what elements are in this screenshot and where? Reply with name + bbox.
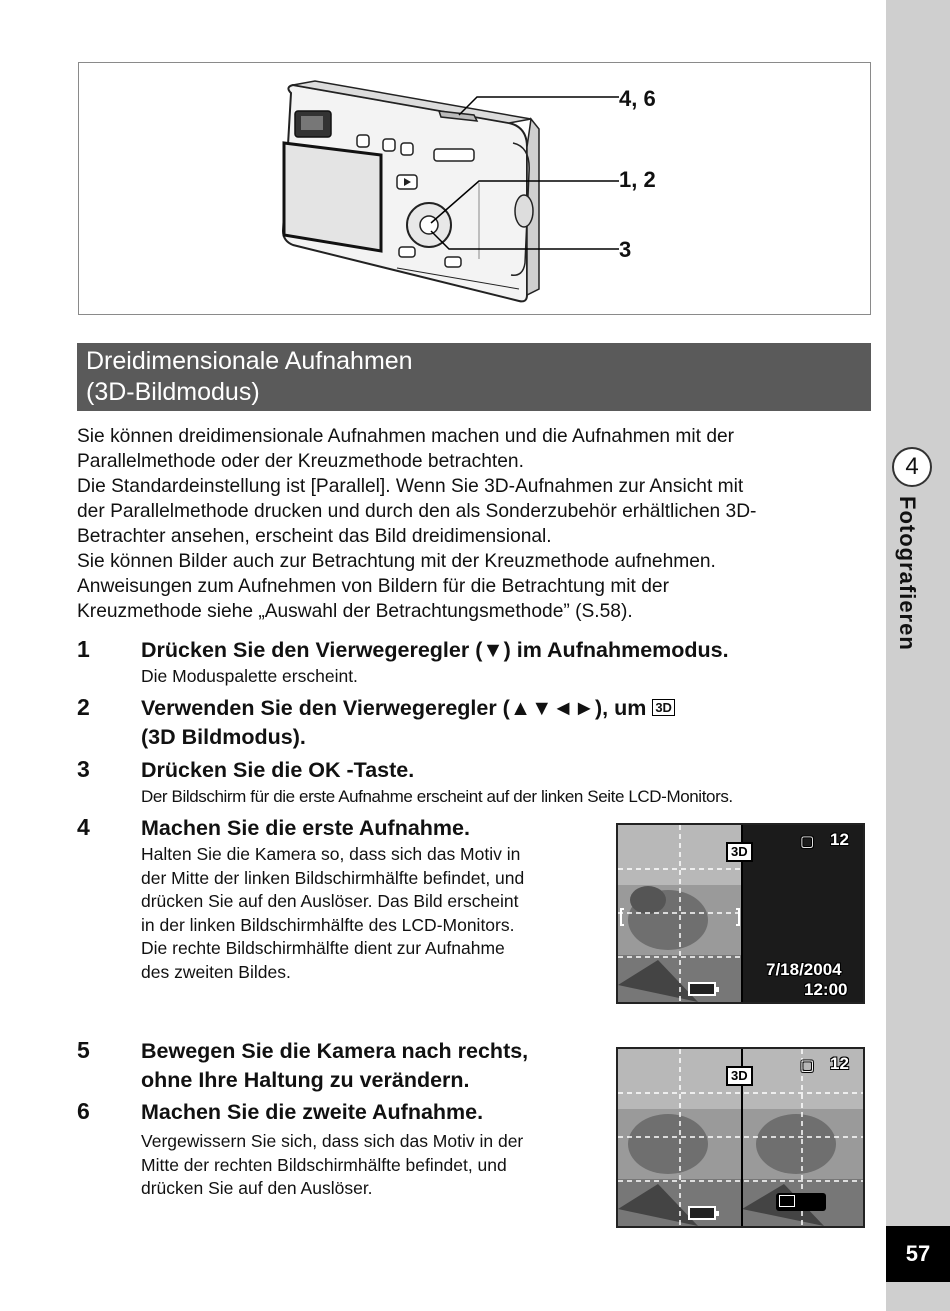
shots-remaining: 12: [830, 830, 849, 849]
step-number: 1: [77, 636, 90, 662]
section-heading-line: Dreidimensionale Aufnahmen: [86, 347, 413, 375]
lcd-screen-first-shot: [616, 823, 865, 1004]
lcd-3d-mode-badge: 3D: [726, 842, 753, 862]
step-title: [141, 756, 414, 785]
step-title: [141, 1098, 483, 1127]
intro-line: Sie können Bilder auch zur Betrachtung mit der Kreuzmethode aufnehmen.: [77, 551, 716, 572]
step-description-line: Die rechte Bildschirmhälfte dient zur Aufnahme: [141, 938, 505, 958]
step-title-line: ohne Ihre Haltung zu verändern.: [141, 1068, 470, 1092]
chapter-title: Fotografieren: [895, 496, 920, 651]
step-number: 5: [77, 1037, 90, 1063]
intro-line: Kreuzmethode siehe „Auswahl der Betrachtungsmethode” (S.58).: [77, 601, 633, 622]
lcd-time: 12:00: [804, 980, 848, 999]
lcd-date: 7/18/2004: [766, 960, 842, 979]
shots-remaining: 12: [830, 1054, 849, 1073]
step-number: 6: [77, 1098, 90, 1124]
intro-line: Parallelmethode oder der Kreuzmethode betrachten.: [77, 451, 524, 472]
step-title: [141, 1037, 528, 1095]
3d-mode-icon: 3D: [652, 699, 675, 716]
intro-line: Betrachter ansehen, erscheint das Bild dreidimensional.: [77, 526, 552, 547]
intro-paragraph: [77, 424, 877, 624]
step-description-line: des zweiten Bildes.: [141, 961, 291, 982]
callout-label-1-2: 1, 2: [619, 167, 656, 192]
right-shift-indicator-icon: [776, 1193, 826, 1211]
step-title-line: Machen Sie die zweite Aufnahme.: [141, 1100, 484, 1124]
intro-line: Sie können dreidimensionale Aufnahmen machen und die Aufnahmen mit der: [77, 426, 735, 447]
step-title: [141, 636, 729, 665]
step-title: [141, 814, 470, 843]
step-description-line: Vergewissern Sie sich, dass sich das Motiv in der: [141, 1131, 524, 1151]
camera-figure: [78, 62, 871, 315]
battery-icon: [688, 1206, 716, 1220]
callout-label-4-6: 4, 6: [619, 86, 656, 111]
intro-line: Anweisungen zum Aufnehmen von Bildern für die Betrachtung mit der: [77, 576, 669, 597]
step-description-line: Halten Sie die Kamera so, dass sich das Motiv in: [141, 844, 521, 864]
section-heading-line: (3D-Bildmodus): [86, 378, 260, 406]
step-title-line: [141, 694, 675, 723]
camera-back-illustration: [79, 63, 870, 314]
step-description-line: Mitte der rechten Bildschirmhälfte befindet, und: [141, 1154, 507, 1175]
intro-line: Die Standardeinstellung ist [Parallel]. Wenn Sie 3D-Aufnahmen zur Ansicht mit: [77, 476, 744, 497]
step-title-line: Bewegen Sie die Kamera nach rechts,: [141, 1039, 529, 1063]
chapter-side-strip: [886, 0, 950, 1311]
step-title-line: Drücken Sie den Vierwegeregler (▼) im Aufnahmemodus.: [141, 638, 729, 662]
step-title-line: Drücken Sie die OK -Taste.: [141, 758, 415, 782]
step-number: 2: [77, 694, 90, 720]
lcd-screen-second-shot: [616, 1047, 865, 1228]
arrow-right-icon: [779, 1195, 795, 1207]
step-number: 4: [77, 814, 90, 840]
step-description: Die Moduspalette erscheint.: [141, 666, 358, 686]
page-number: 57: [886, 1226, 950, 1282]
step-description-line: drücken Sie auf den Auslöser.: [141, 1178, 373, 1198]
step-description-line: drücken Sie auf den Auslöser. Das Bild erscheint: [141, 891, 519, 911]
step-number: 3: [77, 756, 90, 782]
step-title-text: Verwenden Sie den Vierwegeregler (▲▼◄►), um: [141, 696, 647, 720]
section-heading: [77, 343, 871, 411]
callout-label-3: 3: [619, 237, 632, 262]
step-description: [141, 1130, 523, 1201]
chapter-number-badge: 4: [892, 447, 932, 487]
step-description: [141, 843, 524, 984]
step-description-line: der Mitte der linken Bildschirmhälfte befindet, und: [141, 867, 525, 888]
lcd-3d-mode-badge: 3D: [726, 1066, 753, 1086]
memory-card-icon: ▢: [800, 833, 815, 850]
step-title: [141, 694, 675, 752]
step-title-line: Machen Sie die erste Aufnahme.: [141, 816, 470, 840]
intro-line: der Parallelmethode drucken und durch den als Sonderzubehör erhältlichen 3D-: [77, 501, 757, 522]
battery-icon: [688, 982, 716, 996]
step-description-line: in der linken Bildschirmhälfte des LCD-Monitors.: [141, 914, 515, 935]
memory-card-icon: ▢: [800, 1057, 815, 1074]
step-description: Der Bildschirm für die erste Aufnahme erscheint auf der linken Seite LCD-Monitors.: [141, 787, 733, 806]
step-title-line: (3D Bildmodus).: [141, 725, 306, 749]
